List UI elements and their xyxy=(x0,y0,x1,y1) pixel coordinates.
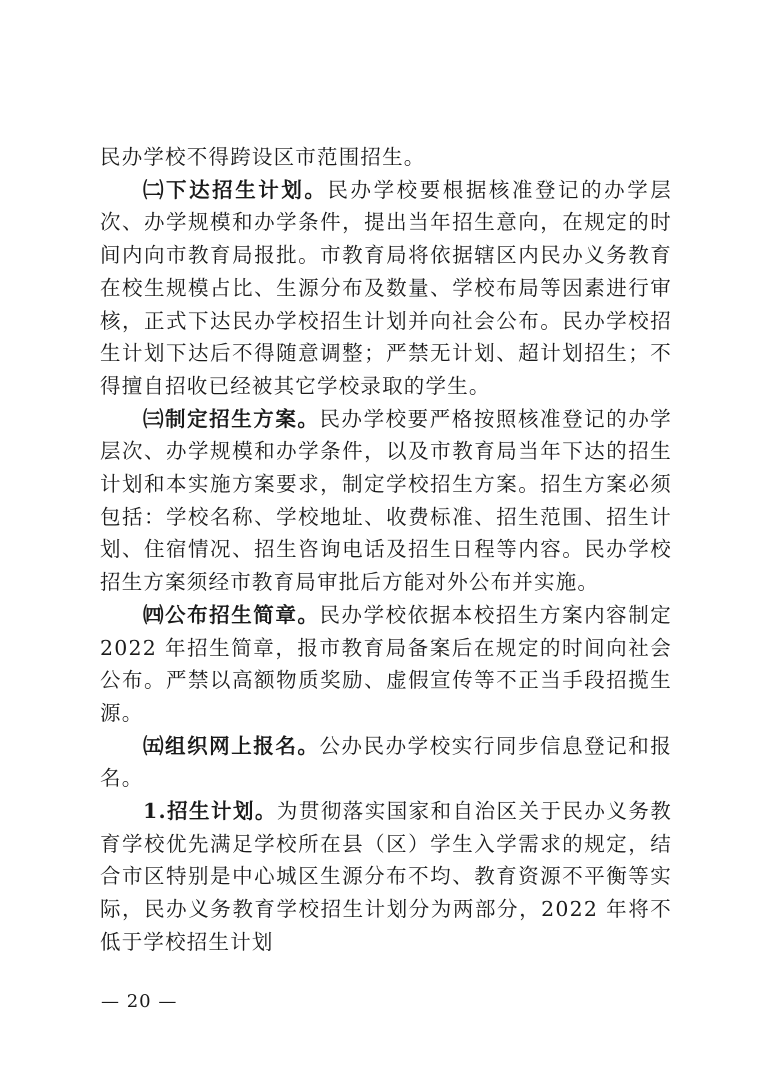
paragraph-continuation xyxy=(100,141,672,174)
subsection-1-paragraph xyxy=(100,795,672,959)
section-3-paragraph xyxy=(100,403,672,599)
body-text xyxy=(100,141,672,959)
section-4-text: 民办学校依据本校招生方案内容制定 2022 年招生简章，报市教育局备案后在规定的时间向社会公布。严禁以高额物质奖励、虚假宣传等不正当手段招揽生源。 xyxy=(100,602,672,725)
section-5-paragraph xyxy=(100,730,672,795)
section-4-paragraph xyxy=(100,599,672,730)
page-number: — 20 — xyxy=(101,991,178,1012)
section-5-heading: ㈤组织网上报名。 xyxy=(143,733,320,758)
subsection-1-heading: 1.招生计划。 xyxy=(143,799,277,824)
section-3-heading: ㈢制定招生方案。 xyxy=(143,406,320,431)
section-5-text: 公办民办学校实行同步信息登记和报名。 xyxy=(100,733,672,791)
section-2-text: 民办学校要根据核准登记的办学层次、办学规模和办学条件，提出当年招生意向，在规定的时间内向市教育局报批。市教育局将依据辖区内民办义务教育在校生规模占比、生源分布及数量、学校布局等因素进行审核，正式下达民办学校招生计划并向社会公布。民办学校招生计划下达后不得随意调整；严禁无计划、超计划招生；不得擅自招收已经被其它学校录取的学生。 xyxy=(100,177,672,398)
section-2-paragraph xyxy=(100,174,672,403)
section-4-heading: ㈣公布招生简章。 xyxy=(143,602,320,627)
section-2-heading: ㈡下达招生计划。 xyxy=(143,177,328,202)
subsection-1-text: 为贯彻落实国家和自治区关于民办义务教育学校优先满足学校所在县（区）学生入学需求的规定，结合市区特别是中心城区生源分布不均、教育资源不平衡等实际，民办义务教育学校招生计划分为两部分，2022 年将不低于学校招生计划 xyxy=(100,799,672,954)
section-3-text: 民办学校要严格按照核准登记的办学层次、办学规模和办学条件，以及市教育局当年下达的招生计划和本实施方案要求，制定学校招生方案。招生方案必须包括：学校名称、学校地址、收费标准、招生范围、招生计划、住宿情况、招生咨询电话及招生日程等内容。民办学校招生方案须经市教育局审批后方能对外公布并实施。 xyxy=(100,406,672,595)
paragraph-text: 民办学校不得跨设区市范围招生。 xyxy=(100,145,426,169)
